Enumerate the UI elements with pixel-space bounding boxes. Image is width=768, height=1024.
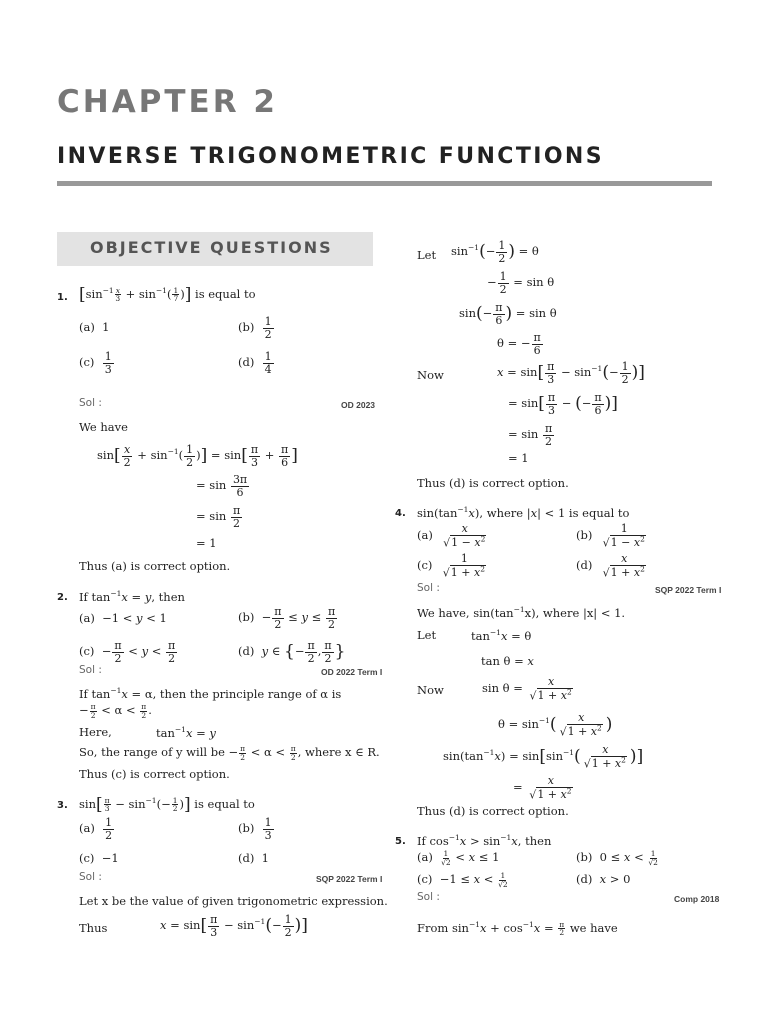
- solution-equation: = 1: [508, 451, 529, 465]
- solution-equation: = 1: [196, 536, 217, 550]
- solution-label: Sol :: [79, 871, 102, 883]
- question-number: 5.: [395, 836, 406, 847]
- solution-conclusion: Thus (d) is correct option.: [417, 804, 569, 818]
- question-number: 4.: [395, 508, 406, 519]
- solution-text: If $\tan^{-1}x = \alpha$, then the principle range of α is: [79, 686, 342, 701]
- option-b: (b) $\frac{1}{3}$: [238, 816, 272, 842]
- solution-equation: x = sin[ $\frac{\pi}{3}$ − $\sin^{-1}(-$ $\frac{1}{2}$ )]: [160, 913, 308, 939]
- solution-equation: $\sin(\tan^{-1}x) = \sin[\sin^{-1}$( $\frac{x}{√1 + x^2}$ )]: [443, 743, 644, 771]
- solution-text: From $\sin^{-1}x + \cos^{-1}x$ = $\frac{\pi}{2}$ we have: [417, 919, 618, 938]
- title-divider: [57, 181, 712, 186]
- question-source: SQP 2022 Term I: [316, 874, 383, 884]
- solution-text: Here,: [79, 725, 112, 739]
- option-c: (c) −1: [79, 851, 119, 865]
- question-number: 2.: [57, 592, 68, 603]
- solution-equation: $\sin^{-1}(-$ $\frac{1}{2}$ ) = θ: [451, 239, 539, 265]
- option-a: (a) $\frac{1}{√2}$ < x ≤ 1: [417, 849, 500, 867]
- solution-equation: = sin $\frac{\pi}{2}$: [508, 422, 553, 448]
- question-5-text: If $\cos^{-1}x > \sin^{-1}x$, then: [417, 833, 552, 848]
- chapter-heading: CHAPTER 2: [57, 84, 278, 120]
- solution-conclusion: Thus (d) is correct option.: [417, 476, 569, 490]
- solution-conclusion: Thus (c) is correct option.: [79, 767, 230, 781]
- solution-label: Sol :: [79, 664, 102, 676]
- solution-text: Now: [417, 368, 444, 382]
- question-number: 1.: [57, 292, 68, 303]
- question-source: SQP 2022 Term I: [655, 585, 722, 595]
- solution-equation: sin[ $\frac{x}{2}$ + $\sin^{-1}$( $\frac{1}{2}$ )] = sin[ $\frac{\pi}{3}$ + $\frac{\pi}{6}$ ]: [97, 443, 298, 469]
- option-c: (c) $\frac{1}{3}$: [79, 350, 112, 376]
- option-d: (d) $\frac{x}{√1 + x^2}$: [576, 552, 645, 580]
- solution-text: Let: [417, 248, 437, 262]
- section-title: OBJECTIVE QUESTIONS: [90, 238, 333, 257]
- question-4-text: $\sin(\tan^{-1}x)$, where |x| < 1 is equal to: [417, 505, 630, 520]
- question-number: 3.: [57, 800, 68, 811]
- solution-equation: = sin[ $\frac{\pi}{3}$ − (− $\frac{\pi}{6}$ )]: [508, 391, 618, 417]
- question-source: OD 2022 Term I: [321, 667, 383, 677]
- solution-text: Let: [417, 628, 437, 642]
- solution-equation: $\theta = \sin^{-1}$( $\frac{x}{√1 + x^2}$ ): [498, 711, 613, 739]
- question-source: Comp 2018: [674, 894, 720, 904]
- solution-text: Now: [417, 683, 444, 697]
- solution-equation: = sin $\frac{\pi}{2}$: [196, 504, 241, 530]
- option-b: (b) − $\frac{\pi}{2}$ ≤ y ≤ $\frac{\pi}{2}$: [238, 605, 336, 631]
- solution-text: Let x be the value of given trigonometric expression.: [79, 894, 388, 908]
- solution-label: Sol :: [417, 891, 440, 903]
- option-b: (b) 0 ≤ x < $\frac{1}{√2}$: [576, 849, 658, 867]
- question-1-text: [$\sin^{-1}$ $\frac{x}{3}$ + $\sin^{-1}$( $\frac{1}{7}$ )] is equal to: [79, 284, 256, 305]
- solution-text: We have, $\sin(\tan^{-1}x)$, where |x| < 1.: [417, 605, 626, 620]
- option-d: (d) x > 0: [576, 872, 631, 886]
- solution-text: We have: [79, 420, 128, 434]
- solution-text: So, the range of y will be − $\frac{\pi}{2}$ < α < $\frac{\pi}{2}$ , where x ∈ R.: [79, 744, 380, 762]
- solution-equation: tan θ = x: [481, 654, 534, 668]
- option-a: (a) $\frac{x}{√1 - x^2}$: [417, 522, 486, 550]
- option-d: (d) 1: [238, 851, 269, 865]
- solution-equation: = sin $\frac{3\pi}{6}$: [196, 473, 248, 499]
- solution-equation: $\tan^{-1}x = \theta$: [471, 628, 532, 643]
- solution-label: Sol :: [79, 397, 102, 409]
- option-d: (d) $\frac{1}{4}$: [238, 350, 272, 376]
- option-c: (c) −1 ≤ x < $\frac{1}{√2}$: [417, 871, 508, 889]
- solution-equation: sin θ = $\frac{x}{√1 + x^2}$: [482, 675, 572, 703]
- option-b: (b) $\frac{1}{2}$: [238, 315, 272, 341]
- option-c: (c) − $\frac{\pi}{2}$ < y < $\frac{\pi}{2}$: [79, 639, 176, 665]
- solution-equation: x = sin[ $\frac{\pi}{3}$ − $\sin^{-1}(-$ $\frac{1}{2}$ )]: [497, 360, 645, 386]
- solution-equation: − $\frac{1}{2}$ = sin θ: [487, 270, 555, 296]
- option-d: (d) y ∈ {− $\frac{\pi}{2}$ , $\frac{\pi}{2}$ }: [238, 639, 346, 665]
- solution-text: − $\frac{\pi}{2}$ < α < $\frac{\pi}{2}$ .: [79, 702, 152, 720]
- option-a: (a) 1: [79, 320, 110, 334]
- option-c: (c) $\frac{1}{√1 + x^2}$: [417, 552, 485, 580]
- solution-text: Thus: [79, 921, 108, 935]
- option-b: (b) $\frac{1}{√1 - x^2}$: [576, 522, 645, 550]
- solution-conclusion: Thus (a) is correct option.: [79, 559, 231, 573]
- solution-equation: θ = − $\frac{\pi}{6}$: [497, 331, 541, 357]
- question-2-text: If $\tan^{-1}x = y$, then: [79, 589, 185, 604]
- question-3-text: sin[ $\frac{\pi}{3}$ − $\sin^{-1}(-$ $\frac{1}{2}$ )] is equal to: [79, 794, 255, 815]
- question-source: OD 2023: [341, 400, 376, 410]
- option-a: (a) −1 < y < 1: [79, 611, 167, 625]
- solution-equation: $\tan^{-1}x = y$: [156, 725, 216, 740]
- solution-equation: = $\frac{x}{√1 + x^2}$: [513, 774, 572, 802]
- solution-label: Sol :: [417, 582, 440, 594]
- page-title: INVERSE TRIGONOMETRIC FUNCTIONS: [57, 144, 604, 169]
- solution-equation: sin(− $\frac{\pi}{6}$ ) = sin θ: [459, 301, 557, 327]
- option-a: (a) $\frac{1}{2}$: [79, 816, 113, 842]
